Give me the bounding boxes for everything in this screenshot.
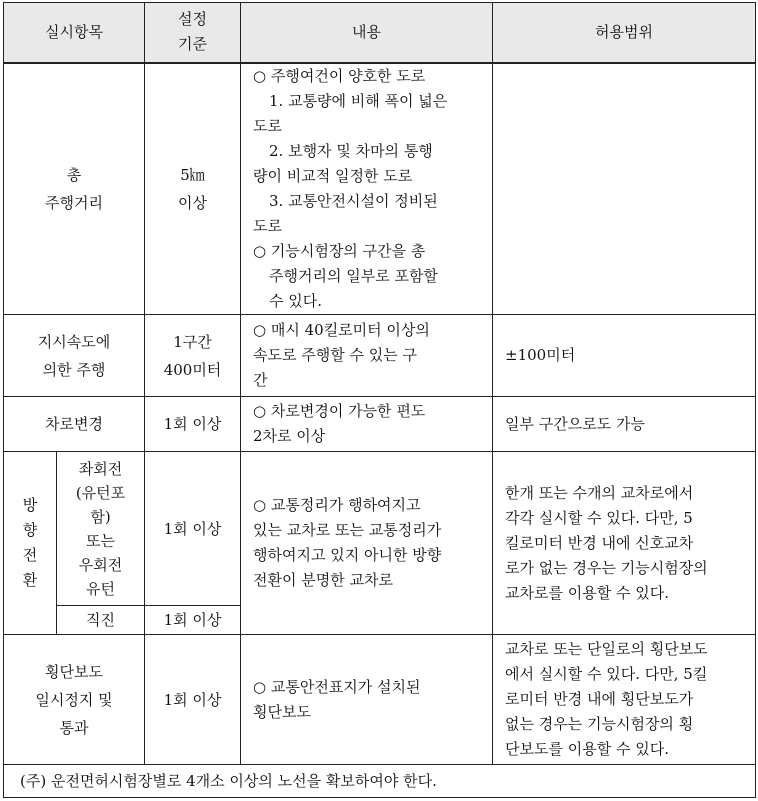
driving-test-course-table [3,2,756,798]
item-speed: 지시속도에 의한 주행 [4,315,145,397]
header-content: 내용 [241,3,493,63]
item-crosswalk: 횡단보도 일시정지 및 통과 [4,635,145,765]
header-row [4,3,756,63]
table-row-crosswalk [4,635,756,765]
footnote: (주) 운전면허시험장별로 4개소 이상의 노선을 확보하여야 한다. [4,765,756,798]
header-item: 실시항목 [4,3,145,63]
standard-straight: 1회 이상 [145,606,241,635]
tolerance-lane-change: 일부 구간으로도 가능 [493,397,756,452]
item-turn: 좌회전 (유턴포 함) 또는 우회전 유턴 [57,452,145,606]
standard-speed: 1구간 400미터 [145,315,241,397]
item-lane-change: 차로변경 [4,397,145,452]
item-straight: 직진 [57,606,145,635]
header-standard-line2: 기준 [178,35,207,54]
standard-crosswalk: 1회 이상 [145,635,241,765]
header-standard [145,3,241,63]
table-row-lane-change [4,397,756,452]
content-lane-change: ○ 차로변경이 가능한 편도 2차로 이상 [241,397,493,452]
table-row-direction-turn [4,452,756,606]
header-tolerance: 허용범위 [493,3,756,63]
standard-lane-change: 1회 이상 [145,397,241,452]
content-speed: ○ 매시 40킬로미터 이상의 속도로 주행할 수 있는 구 간 [241,315,493,397]
tolerance-speed: ±100미터 [493,315,756,397]
standard-total-distance: 5㎞ 이상 [145,63,241,315]
table-row-note [4,765,756,798]
table-row-total-distance [4,63,756,315]
tolerance-crosswalk: 교차로 또는 단일로의 횡단보도 에서 실시할 수 있다. 다만, 5킬 로미터 반경 내에 횡단보도가 없는 경우는 기능시험장의 횡 단보도를 이용할 수 있다. [493,635,756,765]
content-crosswalk: ○ 교통안전표지가 설치된 횡단보도 [241,635,493,765]
content-direction-change: ○ 교통정리가 행하여지고 있는 교차로 또는 교통정리가 행하여지고 있지 아니한 방향 전환이 분명한 교차로 [241,452,493,635]
tolerance-direction-change: 한개 또는 수개의 교차로에서 각각 실시할 수 있다. 다만, 5 킬로미터 반경 내에 신호교차 로가 없는 경우는 기능시험장의 교차로를 이용할 수 있다. [493,452,756,635]
table-row-speed [4,315,756,397]
content-total-distance: ○ 주행여건이 양호한 도로 1. 교통량에 비해 폭이 넓은 도로 2. 보행자 및 차마의 통행 량이 비교적 일정한 도로 3. 교통안전시설이 정비된 도로 ○ 기능시험장의 구간을 총 주행거리의 일부로 포함할 수 있다. [241,63,493,315]
header-standard-line1: 설정 [178,10,207,29]
item-total-distance: 총 주행거리 [4,63,145,315]
group-direction-change: 방 향 전 환 [4,452,57,635]
tolerance-total-distance [493,63,756,315]
standard-turn: 1회 이상 [145,452,241,606]
